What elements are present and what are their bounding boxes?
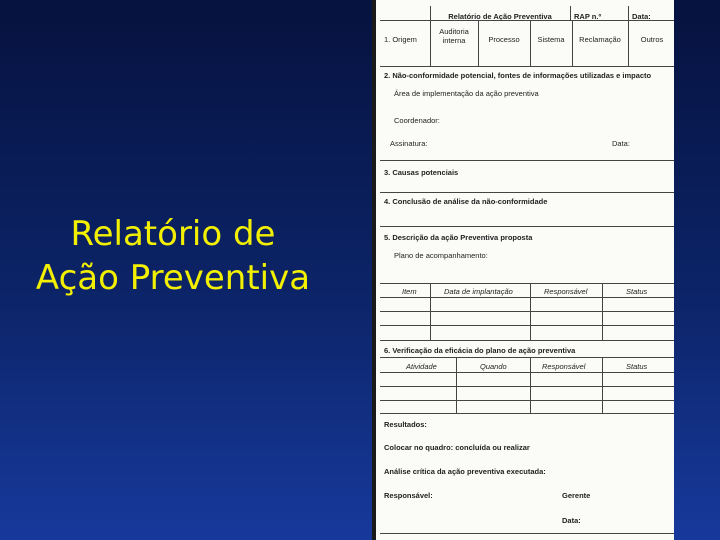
origin-option-other: Outros: [640, 35, 664, 44]
slide-title-line2: Ação Preventiva: [35, 258, 311, 298]
rule: [380, 413, 674, 414]
rule: [530, 283, 531, 340]
critical-analysis-label: Análise crítica da ação preventiva executada:: [384, 467, 546, 476]
rule: [380, 400, 674, 401]
coordinator-label: Coordenador:: [394, 116, 440, 125]
rule: [430, 283, 431, 340]
slide-title-line1: Relatório de: [70, 214, 276, 254]
rule: [530, 357, 531, 413]
table5-header-item: Item: [402, 287, 417, 296]
rule: [380, 340, 674, 341]
follow-up-plan-label: Plano de acompanhamento:: [394, 251, 488, 260]
section3-title: 3. Causas potenciais: [384, 168, 459, 177]
origin-option-complaint: Reclamação: [579, 35, 621, 44]
preventive-action-form: [372, 0, 674, 540]
rule: [456, 357, 457, 413]
slide-title: [18, 212, 328, 300]
header-date-label: Data:: [632, 12, 651, 21]
form-title: Relatório de Ação Preventiva: [448, 12, 552, 21]
section4-title: 4. Conclusão de análise da não-conformidade: [384, 197, 548, 206]
table6-header-when: Quando: [480, 362, 507, 371]
frame-instruction-label: Colocar no quadro: concluída ou realizar: [384, 443, 530, 452]
implementation-area-label: Área de implementação da ação preventiva: [394, 89, 539, 98]
rule: [570, 6, 571, 20]
section2-date-label: Data:: [612, 139, 630, 148]
rule: [380, 192, 674, 193]
rule: [380, 372, 674, 373]
origin-option-process: Processo: [488, 35, 520, 44]
rule: [380, 160, 674, 161]
rule: [430, 6, 431, 20]
table5-header-status: Status: [626, 287, 648, 296]
table6-header-status: Status: [626, 362, 648, 371]
table5-header-implementation-date: Data de implantação: [444, 287, 513, 296]
table6-header-responsible: Responsável: [542, 362, 586, 371]
rule: [602, 283, 603, 340]
section6-title: 6. Verificação da eficácia do plano de ação preventiva: [384, 346, 576, 355]
table5-header-responsible: Responsável: [544, 287, 588, 296]
origin-option-internal-audit: Auditoria interna: [439, 27, 469, 45]
rap-number-label: RAP n.º: [574, 12, 602, 21]
rule: [602, 357, 603, 413]
signature-label: Assinatura:: [390, 139, 428, 148]
section5-title: 5. Descrição da ação Preventiva proposta: [384, 233, 533, 242]
rule: [380, 226, 674, 227]
origin-label: 1. Origem: [384, 35, 417, 44]
rule: [380, 533, 674, 534]
rule: [380, 297, 674, 298]
rule: [430, 20, 431, 66]
results-label: Resultados:: [384, 420, 427, 429]
rule: [380, 311, 674, 312]
section2-title: 2. Não-conformidade potencial, fontes de informações utilizadas e impacto: [384, 71, 652, 80]
rule: [380, 20, 674, 21]
table6-header-activity: Atividade: [406, 362, 437, 371]
results-responsible-label: Responsável:: [384, 491, 433, 500]
rule: [380, 325, 674, 326]
manager-label: Gerente: [562, 491, 591, 500]
results-date-label: Data:: [562, 516, 581, 525]
rule: [380, 386, 674, 387]
rule: [380, 357, 674, 358]
rule: [380, 283, 674, 284]
origin-option-system: Sistema: [537, 35, 565, 44]
rule: [380, 66, 674, 67]
rule: [628, 6, 629, 20]
